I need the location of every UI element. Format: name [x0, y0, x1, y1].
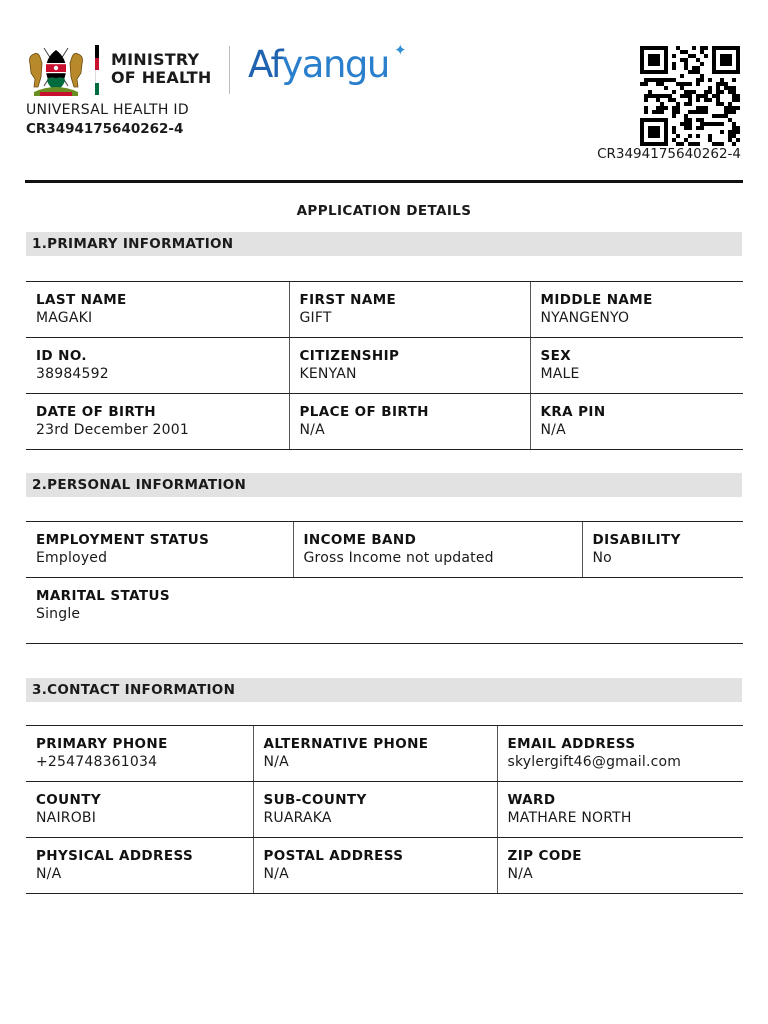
field-label: CITIZENSHIP — [299, 348, 400, 364]
table-row — [26, 282, 743, 338]
primary-info-table — [26, 281, 743, 450]
field-value: N/A — [36, 866, 62, 882]
field-value: skylergift46@gmail.com — [507, 754, 682, 770]
postal-address-cell — [253, 838, 497, 894]
qr-caption: CR3494175640262-4 — [597, 146, 741, 162]
employment-cell — [26, 522, 293, 578]
field-value: Single — [36, 606, 81, 622]
field-label: MARITAL STATUS — [36, 588, 170, 604]
field-label: EMAIL ADDRESS — [507, 736, 636, 752]
county-cell — [26, 782, 253, 838]
field-label: MIDDLE NAME — [540, 292, 653, 308]
kenya-coat-of-arms-logo — [26, 42, 86, 98]
section-heading-primary: 1.PRIMARY INFORMATION — [26, 232, 742, 256]
ministry-of-health-title — [111, 51, 211, 87]
field-value: MALE — [540, 366, 580, 382]
field-value: NAIROBI — [36, 810, 97, 826]
table-row — [26, 394, 743, 450]
field-value: N/A — [263, 866, 289, 882]
field-value: Gross Income not updated — [303, 550, 494, 566]
table-row — [26, 838, 743, 894]
physical-address-cell — [26, 838, 253, 894]
page-title: APPLICATION DETAILS — [296, 203, 472, 219]
field-value: No — [592, 550, 612, 566]
field-label: ALTERNATIVE PHONE — [263, 736, 429, 752]
sparkle-icon: ✦ — [394, 41, 407, 59]
field-label: LAST NAME — [36, 292, 127, 308]
personal-info-table — [26, 521, 743, 644]
field-value: MATHARE NORTH — [507, 810, 632, 826]
field-value: 23rd December 2001 — [36, 422, 189, 438]
qr-code — [638, 46, 742, 146]
field-label: KRA PIN — [540, 404, 606, 420]
field-label: EMPLOYMENT STATUS — [36, 532, 210, 548]
disability-cell — [582, 522, 743, 578]
contact-info-table — [26, 725, 743, 894]
field-label: PLACE OF BIRTH — [299, 404, 429, 420]
field-value: +254748361034 — [36, 754, 158, 770]
afyangu-logo — [248, 40, 389, 90]
id-no-cell — [26, 338, 289, 394]
field-label: WARD — [507, 792, 556, 808]
field-value: NYANGENYO — [540, 310, 630, 326]
email-cell — [497, 726, 743, 782]
field-value: MAGAKI — [36, 310, 93, 326]
field-value: N/A — [263, 754, 289, 770]
afyangu-logo-part1: Af — [248, 43, 282, 86]
section-heading-personal: 2.PERSONAL INFORMATION — [26, 473, 742, 497]
last-name-cell — [26, 282, 289, 338]
ward-cell — [497, 782, 743, 838]
field-label: ZIP CODE — [507, 848, 582, 864]
logo-divider — [229, 46, 230, 94]
pob-cell — [289, 394, 530, 450]
field-label: PHYSICAL ADDRESS — [36, 848, 194, 864]
dob-cell — [26, 394, 289, 450]
table-row — [26, 338, 743, 394]
primary-phone-cell — [26, 726, 253, 782]
alt-phone-cell — [253, 726, 497, 782]
table-row — [26, 578, 743, 644]
kenya-flag-stripe — [95, 45, 99, 95]
table-row — [26, 782, 743, 838]
section-heading-contact: 3.CONTACT INFORMATION — [26, 678, 742, 702]
marital-cell — [26, 578, 743, 644]
field-label: DATE OF BIRTH — [36, 404, 156, 420]
afyangu-logo-part2: yangu — [281, 43, 389, 86]
field-label: INCOME BAND — [303, 532, 417, 548]
field-label: PRIMARY PHONE — [36, 736, 168, 752]
field-value: KENYAN — [299, 366, 357, 382]
field-value: N/A — [540, 422, 566, 438]
ministry-line-2: OF HEALTH — [111, 68, 212, 87]
sub-county-cell — [253, 782, 497, 838]
field-label: DISABILITY — [592, 532, 681, 548]
sex-cell — [530, 338, 743, 394]
citizenship-cell — [289, 338, 530, 394]
zip-code-cell — [497, 838, 743, 894]
uhid-value: CR3494175640262-4 — [26, 121, 184, 137]
field-label: ID NO. — [36, 348, 87, 364]
field-label: FIRST NAME — [299, 292, 397, 308]
table-row — [26, 726, 743, 782]
field-value: GIFT — [299, 310, 332, 326]
field-value: Employed — [36, 550, 108, 566]
field-label: SEX — [540, 348, 572, 364]
ministry-line-1: MINISTRY — [111, 50, 200, 69]
field-label: POSTAL ADDRESS — [263, 848, 404, 864]
field-value: RUARAKA — [263, 810, 332, 826]
first-name-cell — [289, 282, 530, 338]
field-value: N/A — [299, 422, 325, 438]
field-label: SUB-COUNTY — [263, 792, 367, 808]
middle-name-cell — [530, 282, 743, 338]
field-label: COUNTY — [36, 792, 102, 808]
header-divider — [25, 180, 743, 183]
field-value: N/A — [507, 866, 533, 882]
kra-pin-cell — [530, 394, 743, 450]
uhid-label: UNIVERSAL HEALTH ID — [26, 102, 189, 118]
table-row — [26, 522, 743, 578]
field-value: 38984592 — [36, 366, 109, 382]
income-cell — [293, 522, 582, 578]
